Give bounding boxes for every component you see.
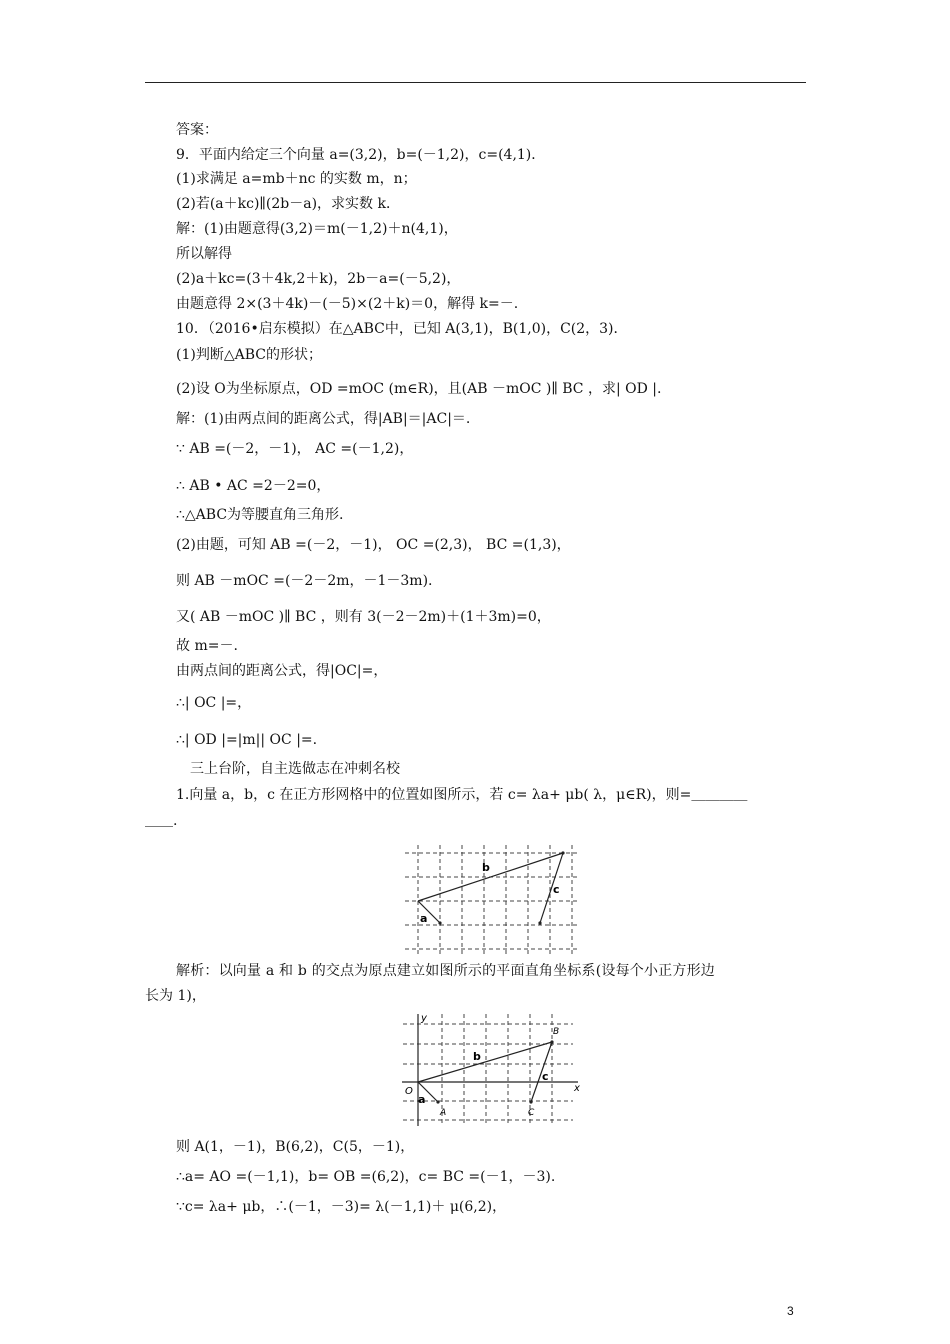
answer-heading: 答案： — [176, 122, 218, 138]
label-c: c — [553, 883, 560, 896]
problem-10-part-1: (1)判断△ABC的形状； — [176, 347, 322, 363]
problem-9-part-1: (1)求满足 a=mb＋nc 的实数 m，n； — [176, 171, 417, 187]
analysis-line: ∵c= λa+ μb，∴(－1，－3)= λ(－1,1)＋ μ(6,2)， — [176, 1199, 507, 1215]
solution-9-line: 由题意得 2×(3＋4k)－(－5)×(2＋k)＝0，解得 k=－. — [176, 296, 519, 312]
label-a: a — [418, 1093, 426, 1106]
label-C: C — [528, 1108, 535, 1118]
label-a: a — [420, 912, 428, 925]
page-number: 3 — [787, 1304, 794, 1318]
vector-grid-figure — [400, 845, 590, 955]
label-O: O — [405, 1086, 413, 1097]
solution-10-line: 故 m=－. — [176, 638, 238, 654]
problem-10-part-2: (2)设 O为坐标原点，OD =mOC (m∈R)，且(AB －mOC )∥ BC ，求| OD |. — [176, 381, 662, 397]
header-rule — [145, 82, 806, 83]
solution-10-line: 解：(1)由两点间的距离公式，得|AB|＝|AC|＝. — [176, 411, 471, 427]
analysis-line: 解析：以向量 a 和 b 的交点为原点建立如图所示的平面直角坐标系(设每个小正方形边 — [176, 963, 715, 979]
challenge-1-statement-cont: ＿＿. — [145, 813, 178, 829]
solution-10-line: ∴| OC |=， — [176, 695, 252, 711]
solution-10-line: (2)由题，可知 AB =(－2，－1)， OC =(2,3)， BC =(1,3)， — [176, 537, 571, 553]
problem-10-statement: 10．（2016•启东模拟）在△ABC中，已知 A(3,1)，B(1,0)，C(2，3)． — [176, 321, 628, 337]
solution-10-line: ∴| OD |=|m|| OC |=. — [176, 732, 318, 748]
label-b: b — [482, 861, 490, 874]
problem-9-statement: 9．平面内给定三个向量 a=(3,2)，b=(－1,2)，c=(4,1)． — [176, 147, 546, 163]
solution-10-line: ∵ AB =(－2，－1)， AC =(－1,2)， — [176, 441, 414, 457]
solution-9-line: (2)a＋kc=(3＋4k,2＋k)，2b－a=(－5,2)， — [176, 271, 461, 287]
challenge-1-statement: 1.向量 a，b，c 在正方形网格中的位置如图所示，若 c= λa+ μb( λ，μ∈R)，则=＿＿＿＿ — [176, 787, 748, 803]
label-b: b — [473, 1050, 481, 1063]
section-heading: 三上台阶，自主选做志在冲刺名校 — [190, 761, 400, 777]
analysis-line: 则 A(1，－1)，B(6,2)，C(5，－1)， — [176, 1139, 415, 1155]
label-x: x — [574, 1083, 580, 1094]
solution-10-line: ∴ AB • AC =2－2=0， — [176, 478, 331, 494]
analysis-line: ∴a= AO =(－1,1)，b= OB =(6,2)，c= BC =(－1，－3). — [176, 1169, 556, 1185]
solution-10-line: 由两点间的距离公式，得|OC|=， — [176, 663, 388, 679]
solution-10-line: ∴△ABC为等腰直角三角形. — [176, 507, 344, 523]
label-A: A — [440, 1108, 447, 1118]
problem-9-part-2: (2)若(a＋kc)∥(2b－a)，求实数 k． — [176, 196, 400, 212]
coordinate-figure — [398, 1012, 588, 1128]
label-y: y — [421, 1013, 427, 1024]
solution-9-line: 解：(1)由题意得(3,2)＝m(－1,2)＋n(4,1)， — [176, 221, 458, 237]
vector-c-line — [540, 853, 563, 923]
vector-b-line — [418, 1042, 552, 1082]
solution-10-line: 又( AB －mOC )∥ BC ，则有 3(－2－2m)＋(1＋3m)=0， — [176, 609, 551, 625]
solution-9-line: 所以解得 — [176, 246, 232, 262]
label-c: c — [542, 1070, 549, 1083]
solution-10-line: 则 AB －mOC =(－2－2m，－1－3m). — [176, 573, 433, 589]
label-B: B — [553, 1027, 560, 1037]
analysis-line-cont: 长为 1)， — [145, 988, 206, 1004]
